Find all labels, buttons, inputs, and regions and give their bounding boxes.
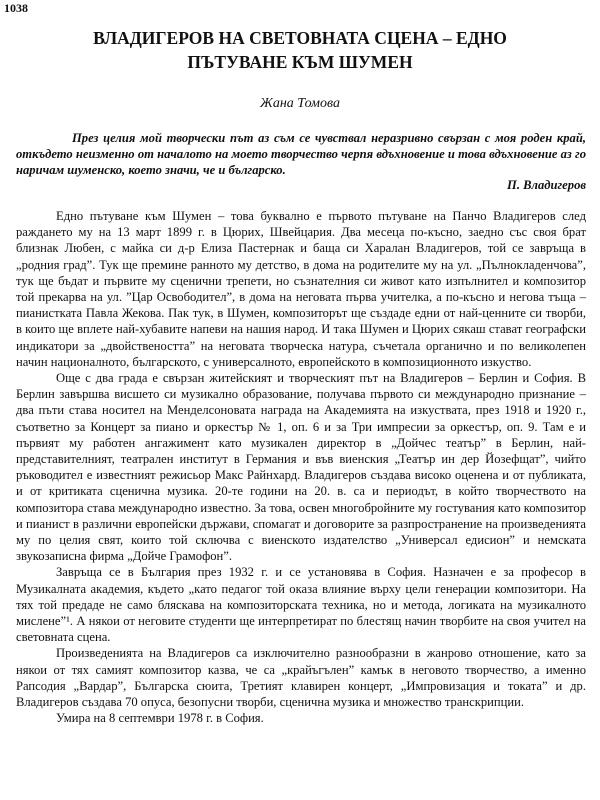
body-paragraph: Умира на 8 септември 1978 г. в София. <box>56 711 264 726</box>
body-paragraph: Завръща се в България през 1932 г. и се установява в София. Назначен е за професор в Музикалната академия, където „като педагог той оказа влияние върху цели генерации композитори. На тях той предаде не само бляскава на композиторската техника, но и метода, логиката на музикалното мислене”¹. А някои от неговите студенти ще интерпретират по блестящ начин творбите на своя учител на световната сцена. <box>16 565 586 645</box>
article-title-line-1: ВЛАДИГЕРОВ НА СВЕТОВНАТА СЦЕНА – ЕДНО <box>93 28 507 48</box>
body-paragraph: Още с два града е свързан житейският и творческият път на Владигеров – Берлин и София. В Берлин завършва висшето си музикално образование, получава първото си международно признание – два пъти става носител на Менделсоновата награда на Академията на изкуствата, през 1918 и 1920 г., съответно за Концерт за пиано и оркестър № 1, оп. 6 и за Три импресии за оркестър, оп. 9. Там е и първият му работен ангажимент като музикален директор в „Дойчес театър” в Берлин, най-представителният, театрален институт в Германия и във виенския „Театър ин дер Йозефщат”, чийто ръководител е известният режисьор Макс Райнхард. Владигеров създава високо оценена и от публиката, и от критиката сценична музика. 20-те години на 20. в. са и периодът, в който творчеството на композитора става международно известно. За това, освен многобройните му гостувания като композитор и пианист в различни европейски държави, спомагат и договорите за разпространение на произведенията му по целия свят, които той сключва с виенското издателство „Универсал едисион” и немската звукозаписна фирма „Дойче Грамофон”. <box>16 371 586 564</box>
body-paragraph: Едно пътуване към Шумен – това буквално е първото пътуване на Панчо Владигеров след раждането му на 13 март 1899 г. в Цюрих, Швейцария. Два месеца по-късно, заедно със своя брат близнак Любен, с майка си д-р Елиза Пастернак и баща си Харалан Владигеров, той се завръща в „родния град”. Тук ще премине ранното му детство, в дома на родителите му на ул. „Пълнокладенчова”, тук ще бъдат и първите му сценични трепети, но съзнателния си живот като изпълнител и композитор той прекарва на ул. ”Цар Освободител”, в дома на неговата първа учителка, а по-късно и негова тъща – пианистката Павла Жекова. Пак тук, в Шумен, композиторът ще създаде едни от най-ценните си творби, в които ще вплете най-хубавите напеви на нашия народ. И така Шумен и Цюрих сякаш стават географски индикатори за „двойствеността” на неговата творческа натура, съчетала органично и по великолепен начин националното, българското, с универсалното, европейското в композиционното изкуство. <box>16 209 586 369</box>
author-name: Жана Томова <box>260 96 340 111</box>
body-paragraph: Произведенията на Владигеров са изключително разнообразни в жанрово отношение, като за някои от тях самият композитор казва, че са „крайъгълен” камък в неговото творчество, а именно Рапсодия „Вардар”, Българска сюита, Третият клавирен концерт, „Импровизация и токата” и др. Владигеров създава 70 опуса, безопусни творби, сценична музика и множество транскрипции. <box>16 646 586 710</box>
article-body <box>16 208 586 727</box>
epigraph-quote: През целия мой творчески път аз съм се чувствал неразривно свързан с моя роден край, откъдето неизменно от началото на моето творчество черпя вдъхновение и това вдъхновение аз го наричам шуменско, което значи, че и българско. <box>16 131 586 177</box>
article-title <box>20 26 580 74</box>
epigraph-signature: П. Владигеров <box>507 178 586 192</box>
article-title-line-2: ПЪТУВАНЕ КЪМ ШУМЕН <box>187 52 413 72</box>
page-number: 1038 <box>4 1 28 15</box>
